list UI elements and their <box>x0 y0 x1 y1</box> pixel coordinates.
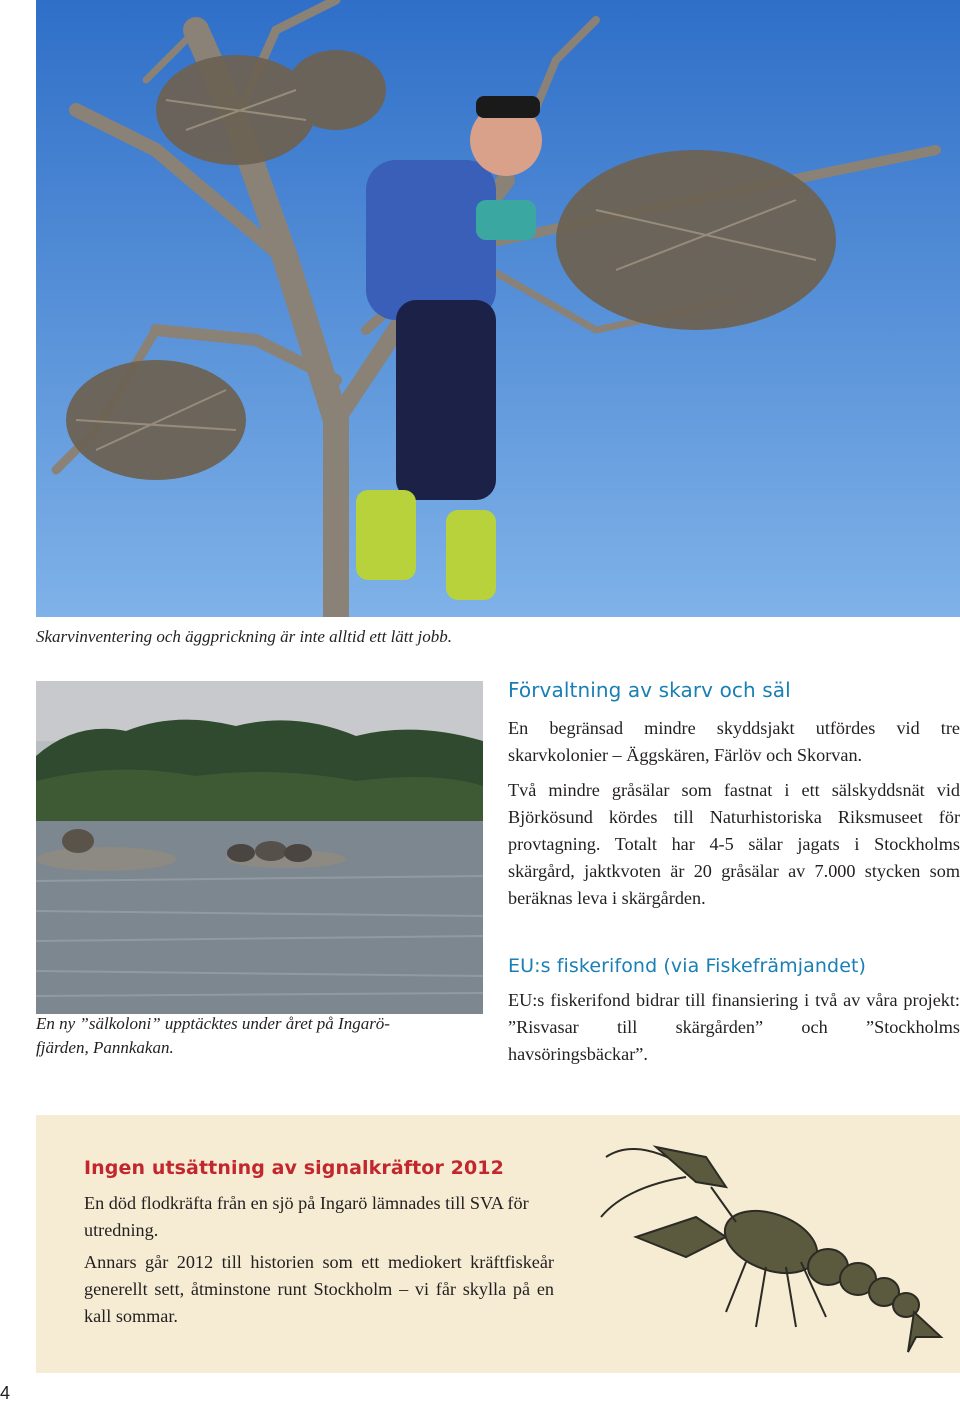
page-number: 4 <box>0 1383 11 1403</box>
paragraph-eu-fiskerifond: EU:s fiskerifond bidrar till finansiering i två av våra projekt: ”Risvasar till skärgården” och ”Stockholms havsöringsbäckar”. <box>508 990 960 1064</box>
info-box-signalkraftor <box>36 1115 960 1373</box>
photo-caption-seal <box>36 1012 476 1060</box>
paragraph-grasalar: Två mindre gråsälar som fastnat i ett sälskyddsnät vid Björkösund kördes till Naturhistoriska Riksmuseet för provtagning. Totalt har 4-5 sälar jagats i Stockholms skärgård, jaktkvoten är 20 gråsälar av 7.000 stycken som beräknas leva i skärgården. <box>508 780 960 908</box>
paragraph-flodkrafta: En död flodkräfta från en sjö på Ingarö lämnades till SVA för utredning. <box>84 1193 529 1240</box>
photo-man-in-tree <box>36 0 960 617</box>
paragraph-kraftfiskear: Annars går 2012 till historien som ett mediokert kräftfiskeår generellt sett, åtminstone runt Stockholm – vi får skylla på en kall sommar. <box>84 1252 554 1326</box>
section-heading-skarv: Förvaltning av skarv och säl <box>508 678 791 702</box>
section-heading-eu-fiskerifond: EU:s fiskerifond (via Fiskefrämjandet) <box>508 955 867 977</box>
caption-seal-line2: fjärden, Pannkakan. <box>36 1038 174 1057</box>
box-heading-signalkraftor: Ingen utsättning av signalkräftor 2012 <box>84 1157 504 1179</box>
caption-seal-line1: En ny ”sälkoloni” upptäcktes under året på Ingarö- <box>36 1014 390 1033</box>
photo-caption-top: Skarvinventering och äggprickning är inte alltid ett lätt jobb. <box>36 627 452 646</box>
crayfish-illustration <box>596 1127 946 1367</box>
photo-seal-colony <box>36 681 483 1014</box>
paragraph-skyddsjakt: En begränsad mindre skyddsjakt utfördes vid tre skarvkolonier – Äggskären, Färlöv och Skorvan. <box>508 718 960 765</box>
